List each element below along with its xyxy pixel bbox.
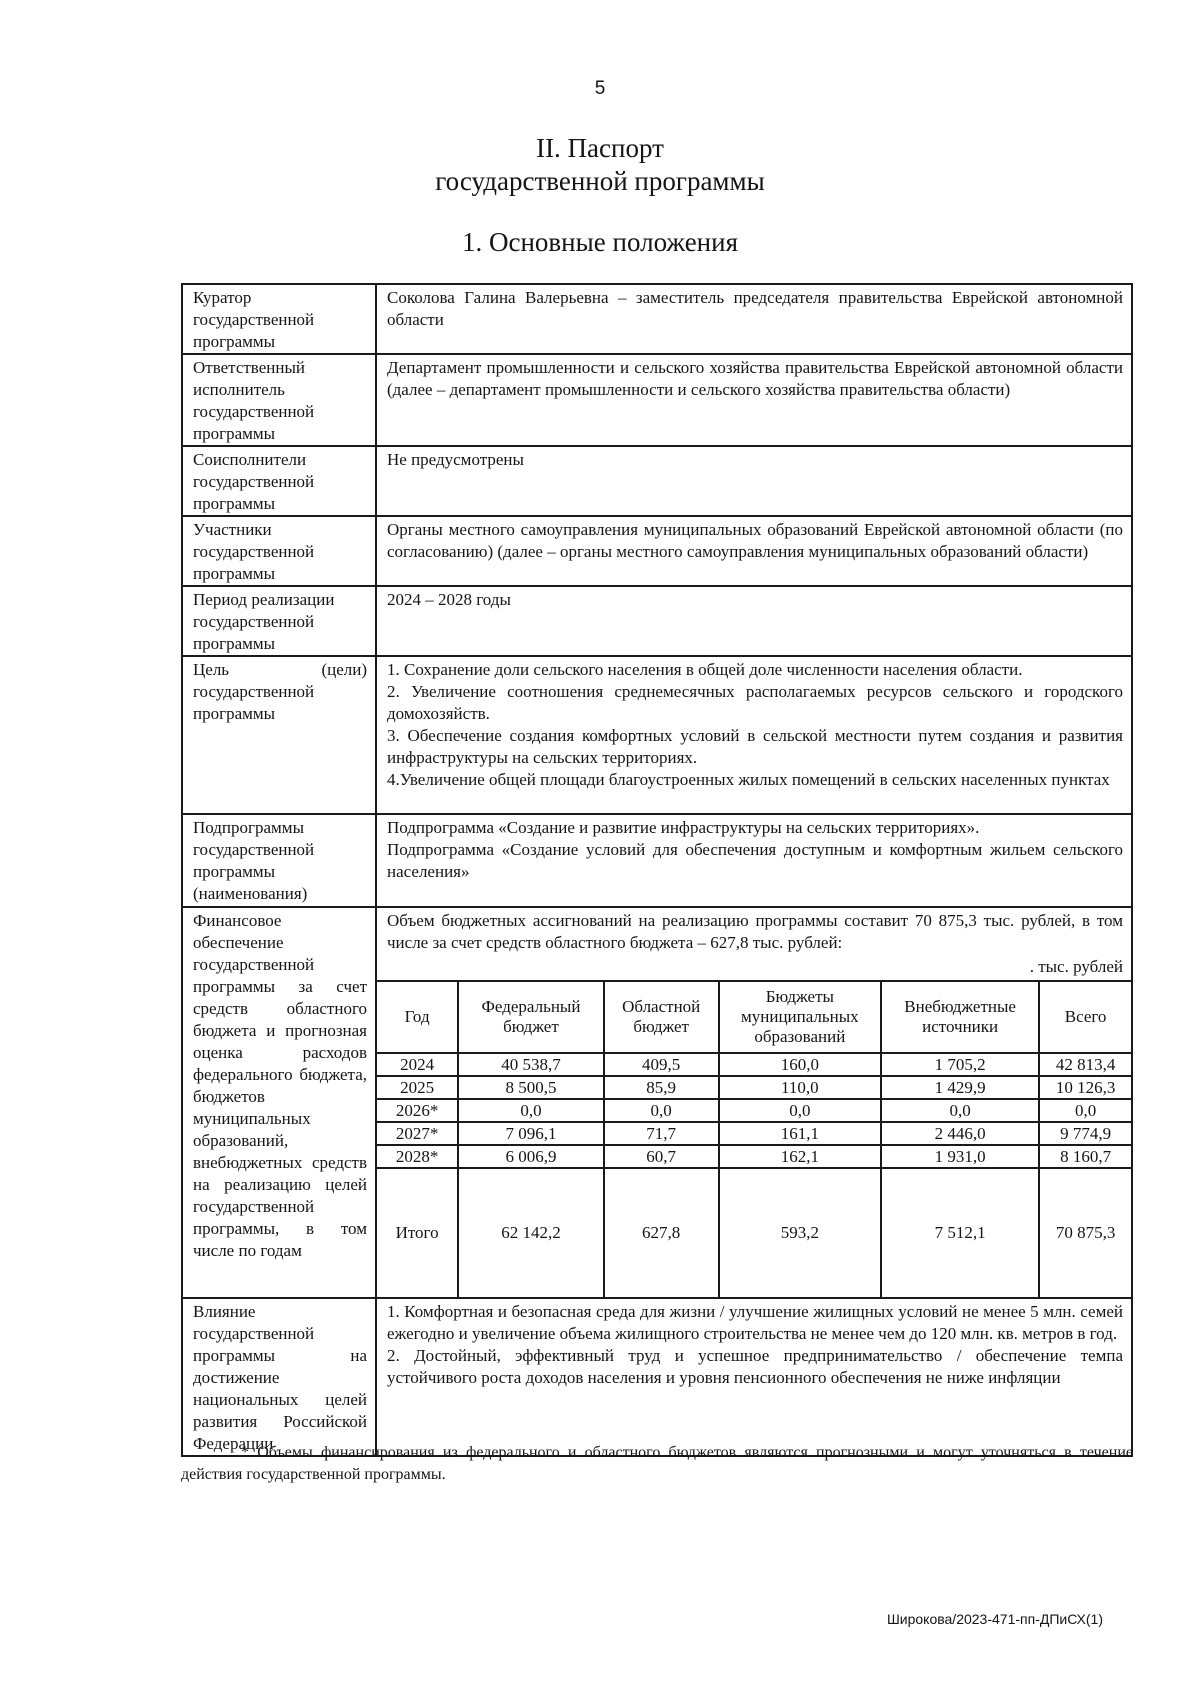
- financing-table: [377, 980, 1131, 1297]
- table-cell: 409,5: [604, 1053, 719, 1076]
- subprograms-list: [376, 814, 1132, 907]
- table-cell: 627,8: [604, 1168, 719, 1297]
- table-cell: 0,0: [604, 1099, 719, 1122]
- row-label: Соисполнители государственной программы: [182, 446, 376, 516]
- row-responsible: [182, 354, 1132, 446]
- document-signature: Широкова/2023-471-пп-ДПиСХ(1): [886, 1611, 1103, 1627]
- table-cell: 161,1: [719, 1122, 881, 1145]
- row-label: Куратор государственной программы: [182, 284, 376, 354]
- table-cell: 7 096,1: [458, 1122, 604, 1145]
- subsection-title: 1. Основные положения: [462, 227, 738, 257]
- row-value: Департамент промышленности и сельского хозяйства правительства Еврейской автономной области (далее – департамент промышленности и сельского хозяйства правительства области): [376, 354, 1132, 446]
- row-participants: [182, 516, 1132, 586]
- table-cell: 60,7: [604, 1145, 719, 1168]
- table-cell: 8 500,5: [458, 1076, 604, 1099]
- goal-item: 2. Увеличение соотношения среднемесячных располагаемых ресурсов сельского и городского домохозяйств.: [387, 682, 1123, 723]
- table-cell: 1 429,9: [881, 1076, 1039, 1099]
- table-row: [377, 1122, 1131, 1145]
- table-row: [377, 1053, 1131, 1076]
- footnote: * Объемы финансирования из федерального и областного бюджетов являются прогнозными и могут уточняться в течение действия государственной программы.: [181, 1444, 1133, 1483]
- row-label: Ответственный исполнитель государственной программы: [182, 354, 376, 446]
- row-value: Не предусмотрены: [376, 446, 1132, 516]
- table-cell: 70 875,3: [1039, 1168, 1131, 1297]
- row-influence: [182, 1298, 1132, 1456]
- table-cell: 1 931,0: [881, 1145, 1039, 1168]
- table-row: [377, 1099, 1131, 1122]
- row-label: Финансовое обеспечение государственной программы за счет средств областного бюджета и прогнозная оценка расходов федерального бюджета, бюджетов муниципальных образований, внебюджетных средств на реализацию целей государственной программы, в том числе по годам: [182, 907, 376, 1298]
- row-coexecutors: [182, 446, 1132, 516]
- row-period: [182, 586, 1132, 656]
- goal-item: 3. Обеспечение создания комфортных условий в сельской местности путем создания и развития инфраструктуры на сельских территориях.: [387, 726, 1123, 767]
- table-cell: 160,0: [719, 1053, 881, 1076]
- column-header: Бюджеты муниципальных образований: [719, 981, 881, 1053]
- table-cell: 6 006,9: [458, 1145, 604, 1168]
- financing-header-row: [377, 981, 1131, 1053]
- table-cell: 10 126,3: [1039, 1076, 1131, 1099]
- row-label: Период реализации государственной программы: [182, 586, 376, 656]
- column-header: Всего: [1039, 981, 1131, 1053]
- row-value: Органы местного самоуправления муниципальных образований Еврейской автономной области (по согласованию) (далее – органы местного самоуправления муниципальных образований области): [376, 516, 1132, 586]
- column-header: Год: [377, 981, 458, 1053]
- goal-item: 1. Сохранение доли сельского населения в общей доле численности населения области.: [387, 660, 1023, 679]
- goal-item: 4.Увеличение общей площади благоустроенных жилых помещений в сельских населенных пунктах: [387, 770, 1110, 789]
- subprogram-item: Подпрограмма «Создание условий для обеспечения доступным и комфортным жильем сельского населения»: [387, 840, 1123, 881]
- table-cell: 9 774,9: [1039, 1122, 1131, 1145]
- financing-intro: Объем бюджетных ассигнований на реализацию программы составит 70 875,3 тыс. рублей, в том числе за счет средств областного бюджета – 627,8 тыс. рублей:: [387, 911, 1123, 952]
- page-number: 5: [594, 78, 606, 99]
- table-cell: 62 142,2: [458, 1168, 604, 1297]
- column-header: Внебюджетные источники: [881, 981, 1039, 1053]
- table-cell: 40 538,7: [458, 1053, 604, 1076]
- row-curator: [182, 284, 1132, 354]
- influence-item: 2. Достойный, эффективный труд и успешное предпринимательство / обеспечение темпа устойчивого роста доходов населения и уровня пенсионного обеспечения не ниже инфляции: [387, 1346, 1123, 1387]
- table-cell: 2027*: [377, 1122, 458, 1145]
- row-label: Подпрограммы государственной программы (наименования): [182, 814, 376, 907]
- table-cell: 593,2: [719, 1168, 881, 1297]
- row-value: 2024 – 2028 годы: [376, 586, 1132, 656]
- table-cell: 1 705,2: [881, 1053, 1039, 1076]
- row-value: Соколова Галина Валерьевна – заместитель председателя правительства Еврейской автономной области: [376, 284, 1132, 354]
- table-cell: 2 446,0: [881, 1122, 1039, 1145]
- table-cell: 7 512,1: [881, 1168, 1039, 1297]
- column-header: Федеральный бюджет: [458, 981, 604, 1053]
- row-financing: [182, 907, 1132, 1298]
- table-cell: 2028*: [377, 1145, 458, 1168]
- influence-item: 1. Комфортная и безопасная среда для жизни / улучшение жилищных условий не менее 5 млн. семей ежегодно и увеличение объема жилищного строительства не менее чем до 120 млн. кв. метров в год.: [387, 1302, 1123, 1343]
- table-cell: 2025: [377, 1076, 458, 1099]
- financing-unit: . тыс. рублей: [1029, 957, 1123, 976]
- table-cell: 8 160,7: [1039, 1145, 1131, 1168]
- table-cell: Итого: [377, 1168, 458, 1297]
- table-cell: 42 813,4: [1039, 1053, 1131, 1076]
- table-cell: 0,0: [881, 1099, 1039, 1122]
- column-header: Областной бюджет: [604, 981, 719, 1053]
- table-cell: 0,0: [458, 1099, 604, 1122]
- table-row: [377, 1145, 1131, 1168]
- passport-table: [181, 283, 1133, 1457]
- table-cell: 85,9: [604, 1076, 719, 1099]
- influence-list: [376, 1298, 1132, 1456]
- table-cell: 2026*: [377, 1099, 458, 1122]
- goals-list: [376, 656, 1132, 814]
- section-title: II. Паспорт: [536, 133, 664, 163]
- financing-cell: [376, 907, 1132, 1298]
- row-label: Влияние государственной программы на достижение национальных целей развития Российской Федерации: [182, 1298, 376, 1456]
- table-cell: 0,0: [1039, 1099, 1131, 1122]
- row-label: Цель (цели) государственной программы: [182, 656, 376, 814]
- table-cell: 0,0: [719, 1099, 881, 1122]
- table-cell: 110,0: [719, 1076, 881, 1099]
- table-cell: 71,7: [604, 1122, 719, 1145]
- row-label: Участники государственной программы: [182, 516, 376, 586]
- subprogram-item: Подпрограмма «Создание и развитие инфраструктуры на сельских территориях».: [387, 818, 980, 837]
- table-cell: 2024: [377, 1053, 458, 1076]
- row-subprograms: [182, 814, 1132, 907]
- section-subtitle: государственной программы: [435, 166, 765, 196]
- table-cell: 162,1: [719, 1145, 881, 1168]
- row-goals: [182, 656, 1132, 814]
- table-total-row: [377, 1168, 1131, 1297]
- table-row: [377, 1076, 1131, 1099]
